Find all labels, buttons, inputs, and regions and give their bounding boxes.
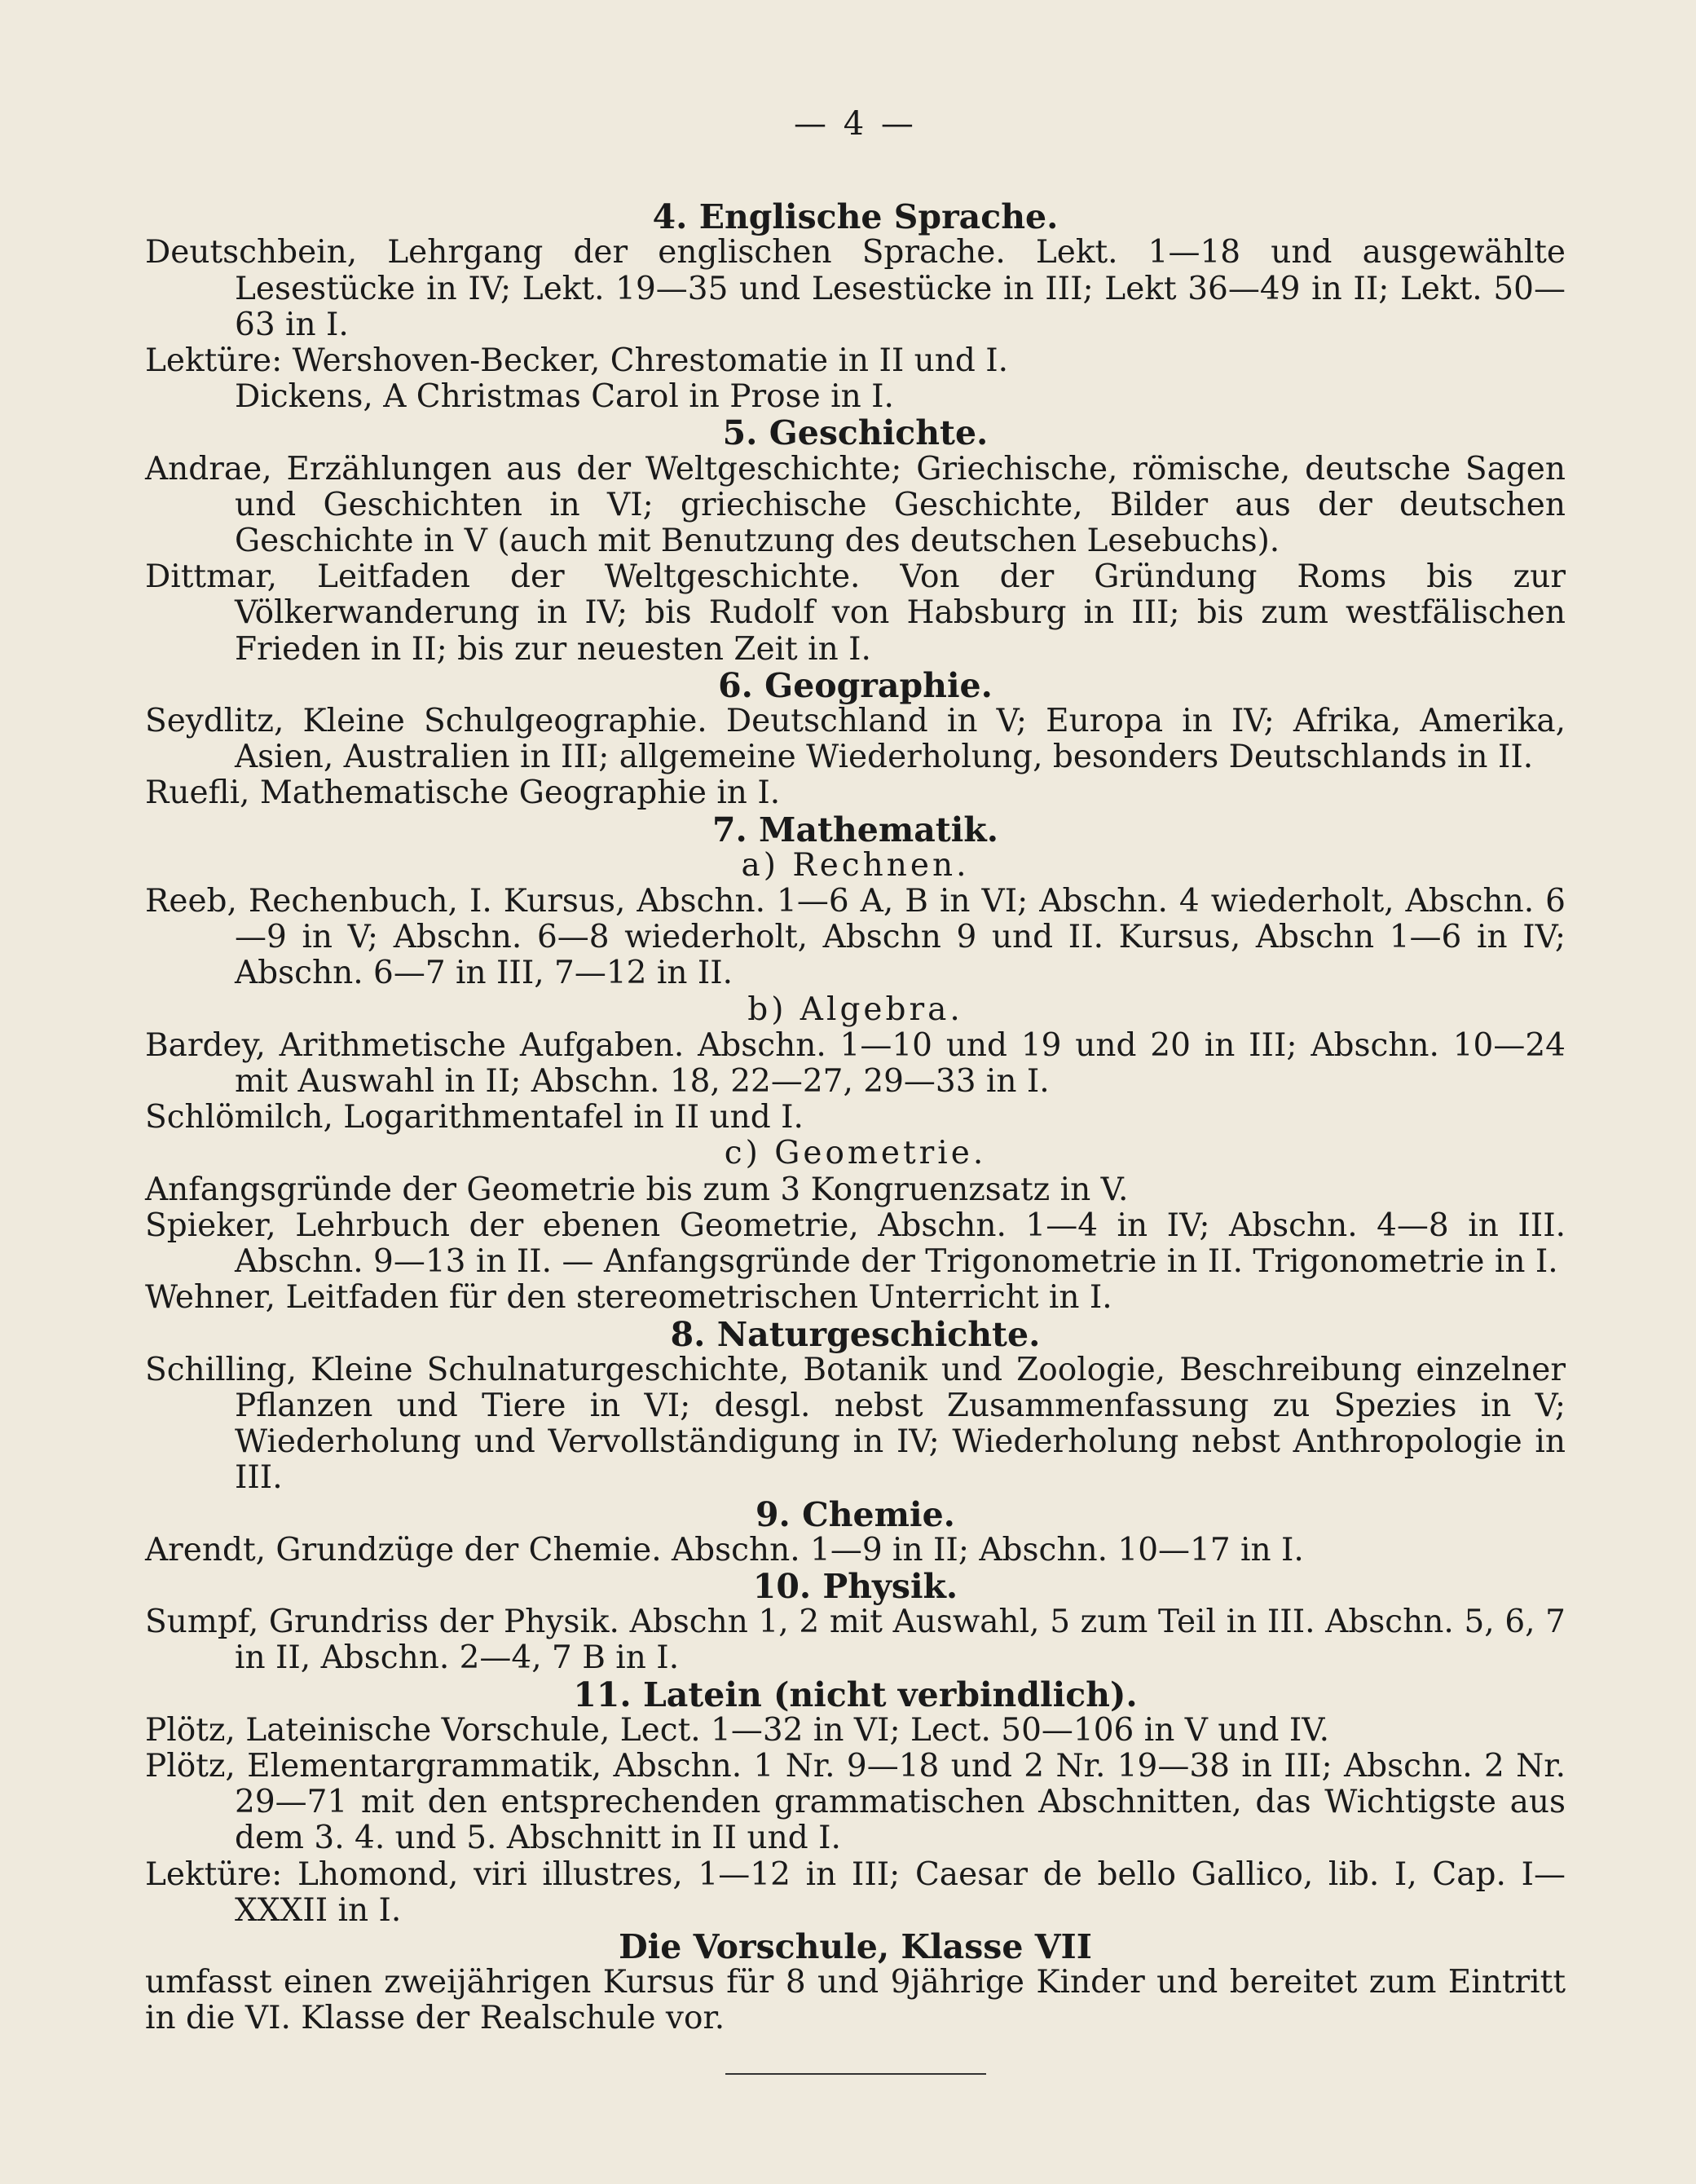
section-heading: 6. Geographie.: [718, 665, 993, 705]
section-physik: [145, 1566, 1566, 1677]
closing-divider: [725, 2073, 986, 2075]
section-heading: 9. Chemie.: [755, 1494, 955, 1534]
section-englische-sprache: [145, 199, 1566, 415]
text-entry: Dickens, A Christmas Carol in Prose in I.: [235, 378, 894, 416]
section-heading: Die Vorschule, Klasse VII: [619, 1926, 1092, 1966]
section-vorschule: [145, 1926, 1566, 2037]
text-entry: Arendt, Grundzüge der Chemie. Abschn. 1—9 in II; Abschn. 10—17 in I.: [145, 1531, 1304, 1569]
page-number: — 4 —: [794, 105, 917, 143]
text-entry: Lektüre: Wershoven-Becker, Chrestomatie in II und I.: [145, 342, 1009, 380]
section-geschichte: [145, 415, 1566, 667]
text-entry: Schilling, Kleine Schulnaturgeschichte, Botanik und Zoologie, Beschreibung einzelner Pflanzen und Tiere in VI; desgl. nebst Zusammenfassung zu Spezies in V; Wiederholung und Vervollständigung in IV; Wiederholung nebst Anthropologie in III.: [145, 1351, 1566, 1497]
sub-heading: c) Geometrie.: [724, 1135, 987, 1172]
sub-heading: b) Algebra.: [747, 991, 963, 1028]
section-naturgeschichte: [145, 1314, 1566, 1497]
text-entry: Ruefli, Mathematische Geographie in I.: [145, 774, 781, 812]
section-heading: 7. Mathematik.: [711, 810, 998, 849]
sub-heading: a) Rechnen.: [741, 846, 970, 884]
section-heading: 5. Geschichte.: [722, 413, 989, 453]
text-entry: Lektüre: Lhomond, viri illustres, 1—12 in III; Caesar de bello Gallico, lib. I, Cap. I—XXXII in I.: [145, 1855, 1566, 1929]
section-geographie: [145, 665, 1566, 812]
text-entry: Seydlitz, Kleine Schulgeographie. Deutschland in V; Europa in IV; Afrika, Amerika, Asien, Australien in III; allgemeine Wiederholung, besonders Deutschlands in II.: [145, 703, 1566, 776]
closing-text: umfasst einen zweijährigen Kursus für 8 und 9jährige Kinder und bereitet zum Eintritt in die VI. Klasse der Realschule vor.: [145, 1964, 1566, 2037]
text-entry: Plötz, Elementargrammatik, Abschn. 1 Nr. 9—18 und 2 Nr. 19—38 in III; Abschn. 2 Nr. 29—71 mit den entsprechenden grammatischen Abschnitten, das Wichtigste aus dem 3. 4. und 5. Abschnitt in II und I.: [145, 1747, 1566, 1857]
section-chemie: [145, 1494, 1566, 1569]
text-entry: Deutschbein, Lehrgang der englischen Sprache. Lekt. 1—18 und ausgewählte Lesestücke in IV; Lekt. 19—35 und Lesestücke in III; Lekt 36—49 in II; Lekt. 50—63 in I.: [145, 234, 1566, 343]
section-mathematik: [145, 812, 1566, 1317]
section-heading: 8. Naturgeschichte.: [670, 1314, 1041, 1354]
text-entry: Reeb, Rechenbuch, I. Kursus, Abschn. 1—6 A, B in VI; Abschn. 4 wiederholt, Abschn. 6—9 in V; Abschn. 6—8 wiederholt, Abschn 9 und II. Kursus, Abschn 1—6 in IV; Abschn. 6—7 in III, 7—12 in II.: [145, 883, 1566, 992]
section-latein: [145, 1674, 1566, 1929]
section-heading: 11. Latein (nicht verbindlich).: [573, 1674, 1138, 1714]
text-entry: Andrae, Erzählungen aus der Weltgeschichte; Griechische, römische, deutsche Sagen und Geschichten in VI; griechische Geschichte, Bilder aus der deutschen Geschichte in V (auch mit Benutzung des deutschen Lesebuchs).: [145, 450, 1566, 560]
section-heading: 4. Englische Sprache.: [652, 197, 1059, 237]
text-entry: Spieker, Lehrbuch der ebenen Geometrie, Abschn. 1—4 in IV; Abschn. 4—8 in III. Abschn. 9—13 in II. — Anfangsgründe der Trigonometrie in II. Trigonometrie in I.: [145, 1207, 1566, 1281]
text-entry: Anfangsgründe der Geometrie bis zum 3 Kongruenzsatz in V.: [145, 1171, 1129, 1208]
text-entry: Bardey, Arithmetische Aufgaben. Abschn. 1—10 und 19 und 20 in III; Abschn. 10—24 mit Auswahl in II; Abschn. 18, 22—27, 29—33 in I.: [145, 1026, 1566, 1101]
section-heading: 10. Physik.: [752, 1566, 958, 1606]
text-entry: Wehner, Leitfaden für den stereometrischen Unterricht in I.: [145, 1279, 1112, 1317]
text-entry: Sumpf, Grundriss der Physik. Abschn 1, 2 mit Auswahl, 5 zum Teil in III. Abschn. 5, 6, 7 in II, Abschn. 2—4, 7 B in I.: [145, 1604, 1566, 1677]
text-entry: Plötz, Lateinische Vorschule, Lect. 1—32 in VI; Lect. 50—106 in V und IV.: [145, 1711, 1330, 1749]
text-entry: Dittmar, Leitfaden der Weltgeschichte. Von der Gründung Roms bis zur Völkerwanderung in IV; bis Rudolf von Habsburg in III; bis zum westfälischen Frieden in II; bis zur neuesten Zeit in I.: [145, 558, 1566, 668]
text-entry: Schlömilch, Logarithmentafel in II und I.: [145, 1099, 804, 1136]
